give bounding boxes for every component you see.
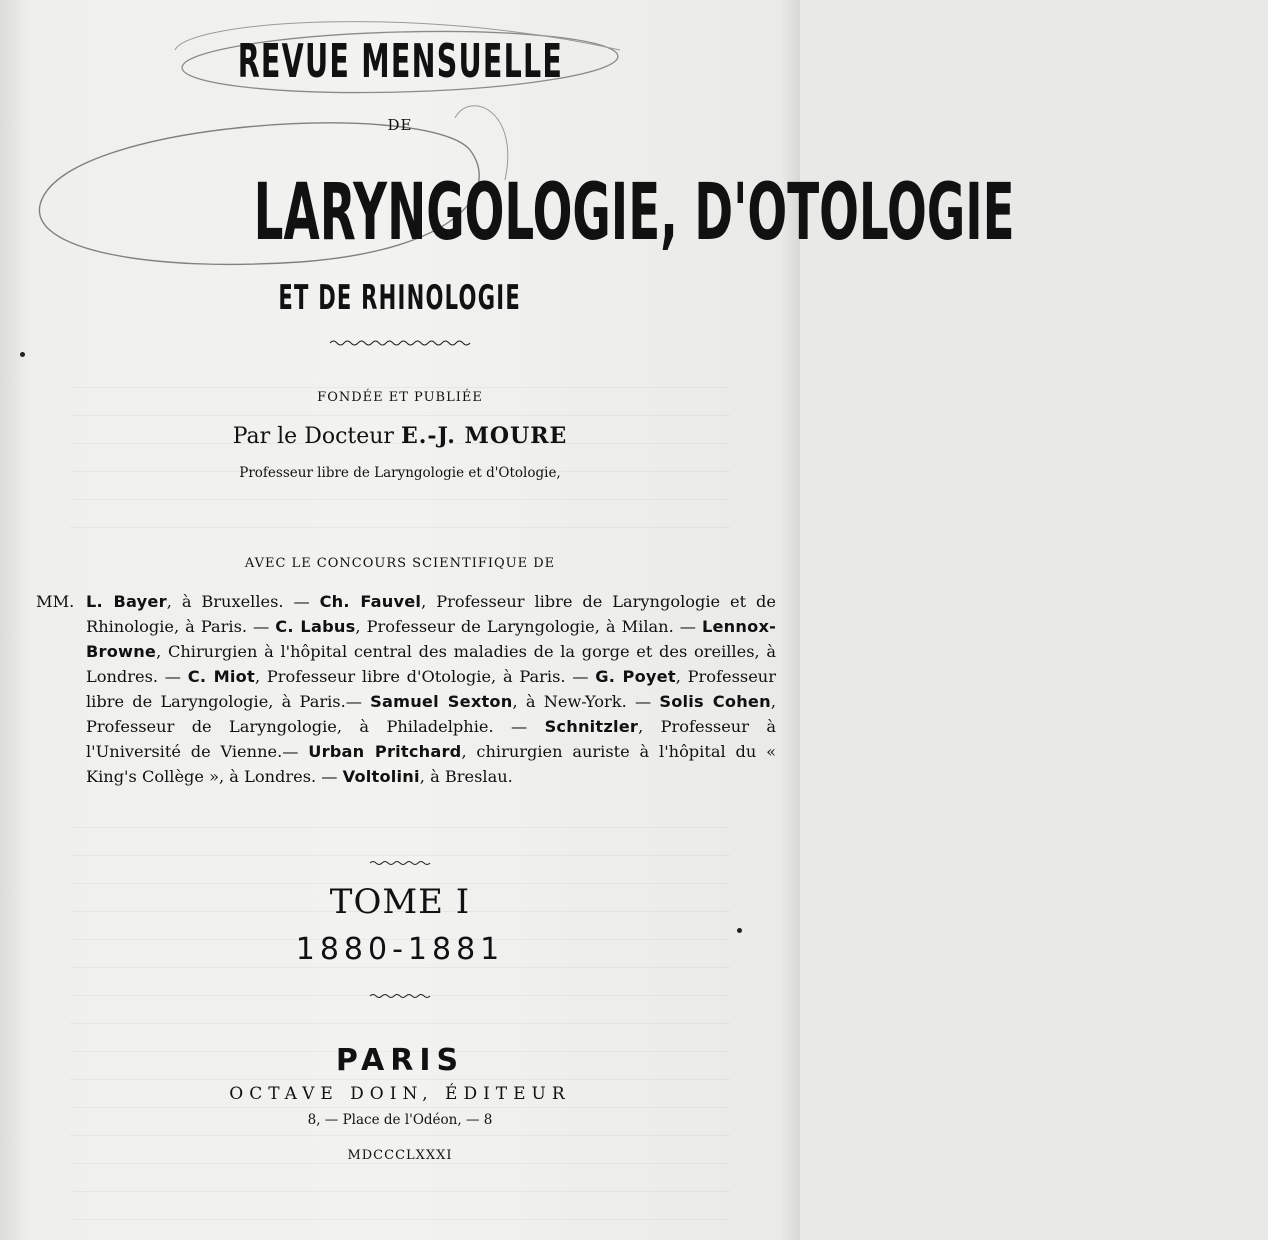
contributor-details: , Professeur de Laryngologie, à Milan. — (355, 617, 702, 636)
ink-speck (20, 352, 25, 357)
contributors-text (86, 589, 776, 789)
contributor-name: Ch. Fauvel (319, 592, 422, 611)
journal-title-line2: LARYNGOLOGIE, D'OTOLOGIE (253, 168, 1015, 258)
journal-title-line1: REVUE MENSUELLE (237, 34, 563, 88)
contributor-name: Urban Pritchard (308, 742, 462, 761)
contributor-details: , à Breslau. (419, 767, 513, 786)
contributor (343, 767, 513, 786)
contributor-name: Samuel Sexton (370, 692, 513, 711)
contributor-name: G. Poyet (595, 667, 676, 686)
journal-title-de: DE (387, 116, 413, 134)
publisher-address: 8, — Place de l'Odéon, — 8 (307, 1112, 493, 1128)
contributor-details: , à Bruxelles. — (166, 592, 320, 611)
contributor-details: , chirurgien auriste à l'hôpital du « King's Collège », à Londres. — (86, 742, 777, 786)
contributors-intro: AVEC LE CONCOURS SCIENTIFIQUE DE (244, 556, 556, 571)
contributor-details: , Professeur à l'Université de Vienne.— (86, 717, 776, 761)
author-line: Par le Docteur E.-J. MOURE (232, 423, 568, 449)
author-title: Professeur libre de Laryngologie et d'Otologie, (239, 465, 561, 481)
separator-wave (370, 860, 430, 866)
contributor-details: , Professeur libre d'Otologie, à Paris. — (254, 667, 596, 686)
publisher: OCTAVE DOIN, ÉDITEUR (229, 1084, 571, 1104)
contributor-details: , Professeur de Laryngologie, à Philadelphie. — (86, 692, 776, 736)
contributor (86, 592, 320, 611)
volume-years: 1880-1881 (295, 932, 505, 967)
contributor-details: , Chirurgien à l'hôpital central des maladies de la gorge et des oreilles, à Londres. — (86, 642, 776, 686)
journal-title-line3: ET DE RHINOLOGIE (278, 278, 522, 318)
contributor-name: L. Bayer (86, 592, 167, 611)
volume-label: TOME I (329, 882, 471, 922)
contributors-list (36, 589, 776, 789)
contributor (370, 692, 659, 711)
contributor-name: C. Miot (187, 667, 255, 686)
contributor-details: , à New-York. — (512, 692, 660, 711)
separator-wave-lower (370, 993, 430, 999)
publication-city: PARIS (335, 1043, 465, 1078)
contributor-name: Solis Cohen (659, 692, 771, 711)
contributor-name: Lennox-Browne (86, 617, 777, 661)
contributor-details: , Professeur libre de Laryngologie et de Rhinologie, à Paris. — (86, 592, 776, 636)
contributor (275, 617, 702, 636)
contributor-name: C. Labus (275, 617, 356, 636)
contributor-name: Schnitzler (544, 717, 639, 736)
ornamental-rule (330, 338, 470, 348)
publication-date: MDCCCLXXXI (347, 1148, 453, 1163)
contributors-lead: MM. (36, 592, 75, 611)
contributor-name: Voltolini (342, 767, 420, 786)
contributor (188, 667, 595, 686)
contributor-details: , Professeur libre de Laryngologie, à Paris.— (86, 667, 776, 711)
founded-caption: FONDÉE ET PUBLIÉE (317, 390, 483, 405)
